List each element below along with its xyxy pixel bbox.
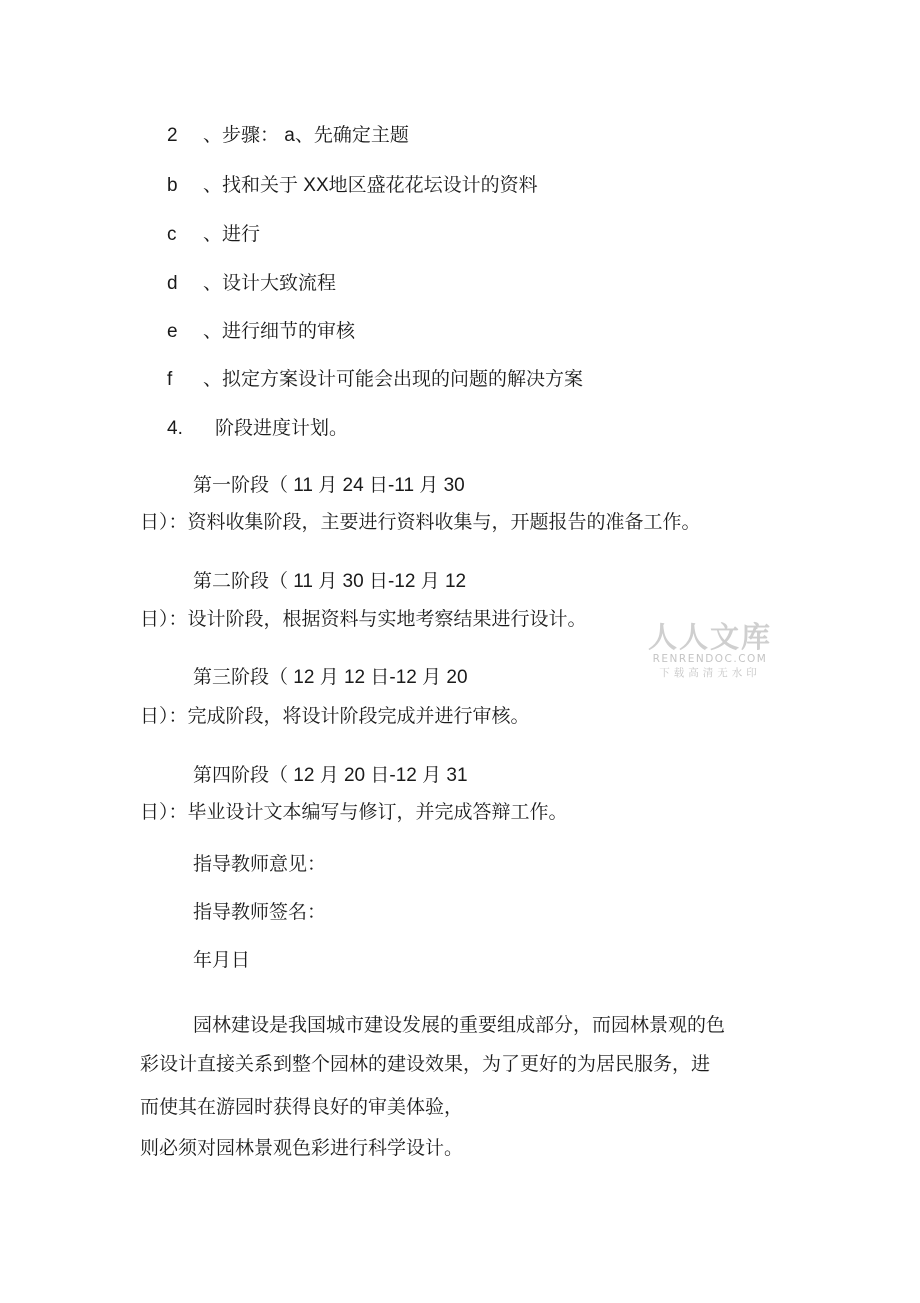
step-marker: b	[167, 175, 178, 196]
step-marker: d	[167, 273, 178, 294]
section-title: 阶段进度计划。	[215, 418, 349, 439]
step-text: 、进行	[203, 224, 261, 245]
paragraph-line: 园林建设是我国城市建设发展的重要组成部分，而园林景观的色	[193, 1014, 726, 1036]
watermark	[645, 621, 775, 680]
watermark-title: 人人文库	[647, 620, 772, 654]
step-text: 、步骤： a、先确定主题	[203, 125, 409, 146]
phase-description: 日）：完成阶段，将设计阶段完成并进行审核。	[140, 706, 530, 727]
step-text: 、拟定方案设计可能会出现的问题的解决方案	[203, 369, 584, 390]
watermark-domain: RENRENDOC.COM	[652, 653, 768, 665]
step-marker: c	[167, 224, 177, 245]
step-marker: 2	[167, 125, 178, 146]
phase-description: 日）：毕业设计文本编写与修订，并完成答辩工作。	[140, 802, 568, 823]
step-marker: f	[167, 369, 173, 390]
paragraph-line: 则必须对园林景观色彩进行科学设计。	[140, 1137, 464, 1159]
phase-heading: 第三阶段（ 12 月 12 日-12 月 20	[193, 667, 468, 688]
advisor-opinion-label: 指导教师意见：	[193, 853, 327, 875]
phase-heading: 第四阶段（ 12 月 20 日-12 月 31	[193, 765, 468, 786]
watermark-slogan: 下载高清无水印	[659, 667, 761, 679]
step-marker: e	[167, 321, 178, 342]
phase-heading: 第二阶段（ 11 月 30 日-12 月 12	[193, 571, 467, 592]
step-text: 、找和关于 XX地区盛花花坛设计的资料	[203, 175, 538, 196]
advisor-signature-label: 指导教师签名：	[193, 901, 327, 923]
step-text: 、设计大致流程	[203, 273, 337, 294]
phase-description: 日）：资料收集阶段，主要进行资料收集与，开题报告的准备工作。	[140, 512, 701, 533]
date-label: 年月日	[193, 949, 251, 971]
phase-heading: 第一阶段（ 11 月 24 日-11 月 30	[193, 475, 465, 496]
paragraph-line: 而使其在游园时获得良好的审美体验，	[140, 1096, 464, 1118]
step-text: 、进行细节的审核	[203, 321, 356, 342]
paragraph-line: 彩设计直接关系到整个园林的建设效果，为了更好的为居民服务，进	[140, 1053, 711, 1075]
phase-description: 日）：设计阶段，根据资料与实地考察结果进行设计。	[140, 609, 587, 630]
section-number: 4.	[167, 418, 183, 439]
